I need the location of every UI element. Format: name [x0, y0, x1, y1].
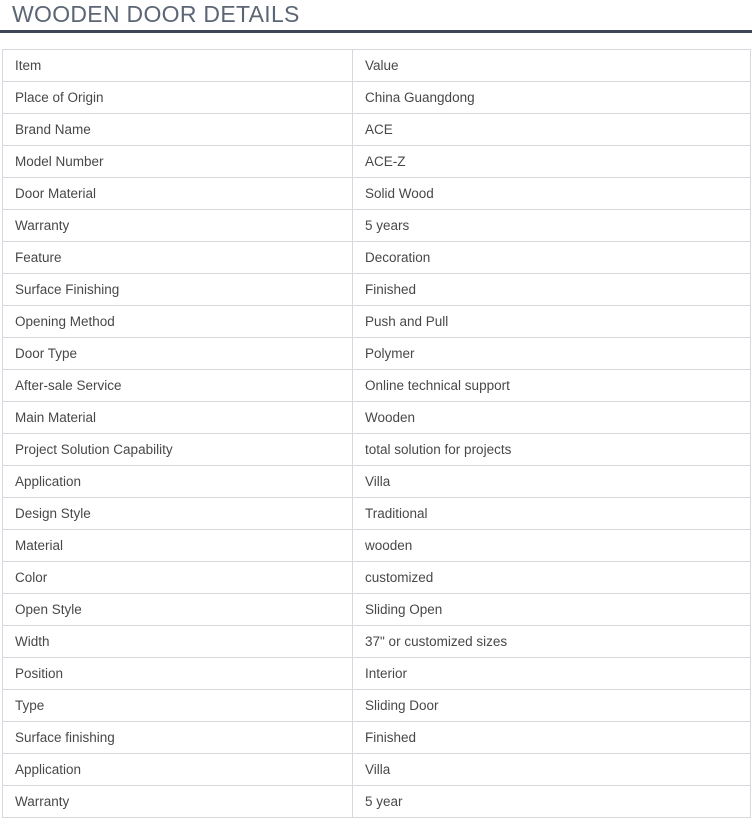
- value-cell: Push and Pull: [353, 306, 751, 338]
- value-cell: 37" or customized sizes: [353, 626, 751, 658]
- item-cell: Width: [3, 626, 353, 658]
- value-cell: wooden: [353, 530, 751, 562]
- value-cell: Interior: [353, 658, 751, 690]
- value-cell: Finished: [353, 722, 751, 754]
- value-cell: Polymer: [353, 338, 751, 370]
- item-cell: Application: [3, 754, 353, 786]
- table-row: [3, 114, 751, 146]
- item-cell: Project Solution Capability: [3, 434, 353, 466]
- table-row: [3, 306, 751, 338]
- table-row: [3, 530, 751, 562]
- spec-table: [2, 49, 751, 818]
- value-cell: Online technical support: [353, 370, 751, 402]
- item-cell: Brand Name: [3, 114, 353, 146]
- spec-table-container: [0, 33, 752, 818]
- value-cell: Sliding Open: [353, 594, 751, 626]
- item-cell: Open Style: [3, 594, 353, 626]
- item-cell: Opening Method: [3, 306, 353, 338]
- table-row: [3, 274, 751, 306]
- value-cell: 5 years: [353, 210, 751, 242]
- table-row: [3, 82, 751, 114]
- table-row: [3, 722, 751, 754]
- table-row: [3, 242, 751, 274]
- value-cell: customized: [353, 562, 751, 594]
- item-cell: Door Material: [3, 178, 353, 210]
- item-cell: Warranty: [3, 786, 353, 818]
- item-cell: Type: [3, 690, 353, 722]
- item-cell: Warranty: [3, 210, 353, 242]
- table-row: [3, 594, 751, 626]
- table-row: [3, 626, 751, 658]
- table-row: [3, 498, 751, 530]
- item-cell: Design Style: [3, 498, 353, 530]
- item-cell: Surface Finishing: [3, 274, 353, 306]
- item-cell: Place of Origin: [3, 82, 353, 114]
- item-column-header: Item: [3, 50, 353, 82]
- value-cell: total solution for projects: [353, 434, 751, 466]
- value-column-header: Value: [353, 50, 751, 82]
- value-cell: ACE-Z: [353, 146, 751, 178]
- item-cell: Application: [3, 466, 353, 498]
- table-row: [3, 370, 751, 402]
- spec-table-body: [3, 50, 751, 818]
- table-header-row: [3, 50, 751, 82]
- table-row: [3, 658, 751, 690]
- table-row: [3, 786, 751, 818]
- value-cell: Sliding Door: [353, 690, 751, 722]
- item-cell: Surface finishing: [3, 722, 353, 754]
- item-cell: After-sale Service: [3, 370, 353, 402]
- item-cell: Material: [3, 530, 353, 562]
- item-cell: Color: [3, 562, 353, 594]
- value-cell: ACE: [353, 114, 751, 146]
- value-cell: Finished: [353, 274, 751, 306]
- table-row: [3, 434, 751, 466]
- value-cell: 5 year: [353, 786, 751, 818]
- table-row: [3, 690, 751, 722]
- item-cell: Position: [3, 658, 353, 690]
- item-cell: Door Type: [3, 338, 353, 370]
- value-cell: Traditional: [353, 498, 751, 530]
- value-cell: Villa: [353, 466, 751, 498]
- table-row: [3, 562, 751, 594]
- item-cell: Feature: [3, 242, 353, 274]
- table-row: [3, 178, 751, 210]
- value-cell: China Guangdong: [353, 82, 751, 114]
- page-title: WOODEN DOOR DETAILS: [12, 1, 300, 27]
- value-cell: Wooden: [353, 402, 751, 434]
- table-row: [3, 402, 751, 434]
- table-row: [3, 466, 751, 498]
- table-row: [3, 754, 751, 786]
- table-row: [3, 338, 751, 370]
- value-cell: Decoration: [353, 242, 751, 274]
- table-row: [3, 146, 751, 178]
- item-cell: Main Material: [3, 402, 353, 434]
- value-cell: Solid Wood: [353, 178, 751, 210]
- value-cell: Villa: [353, 754, 751, 786]
- table-row: [3, 210, 751, 242]
- item-cell: Model Number: [3, 146, 353, 178]
